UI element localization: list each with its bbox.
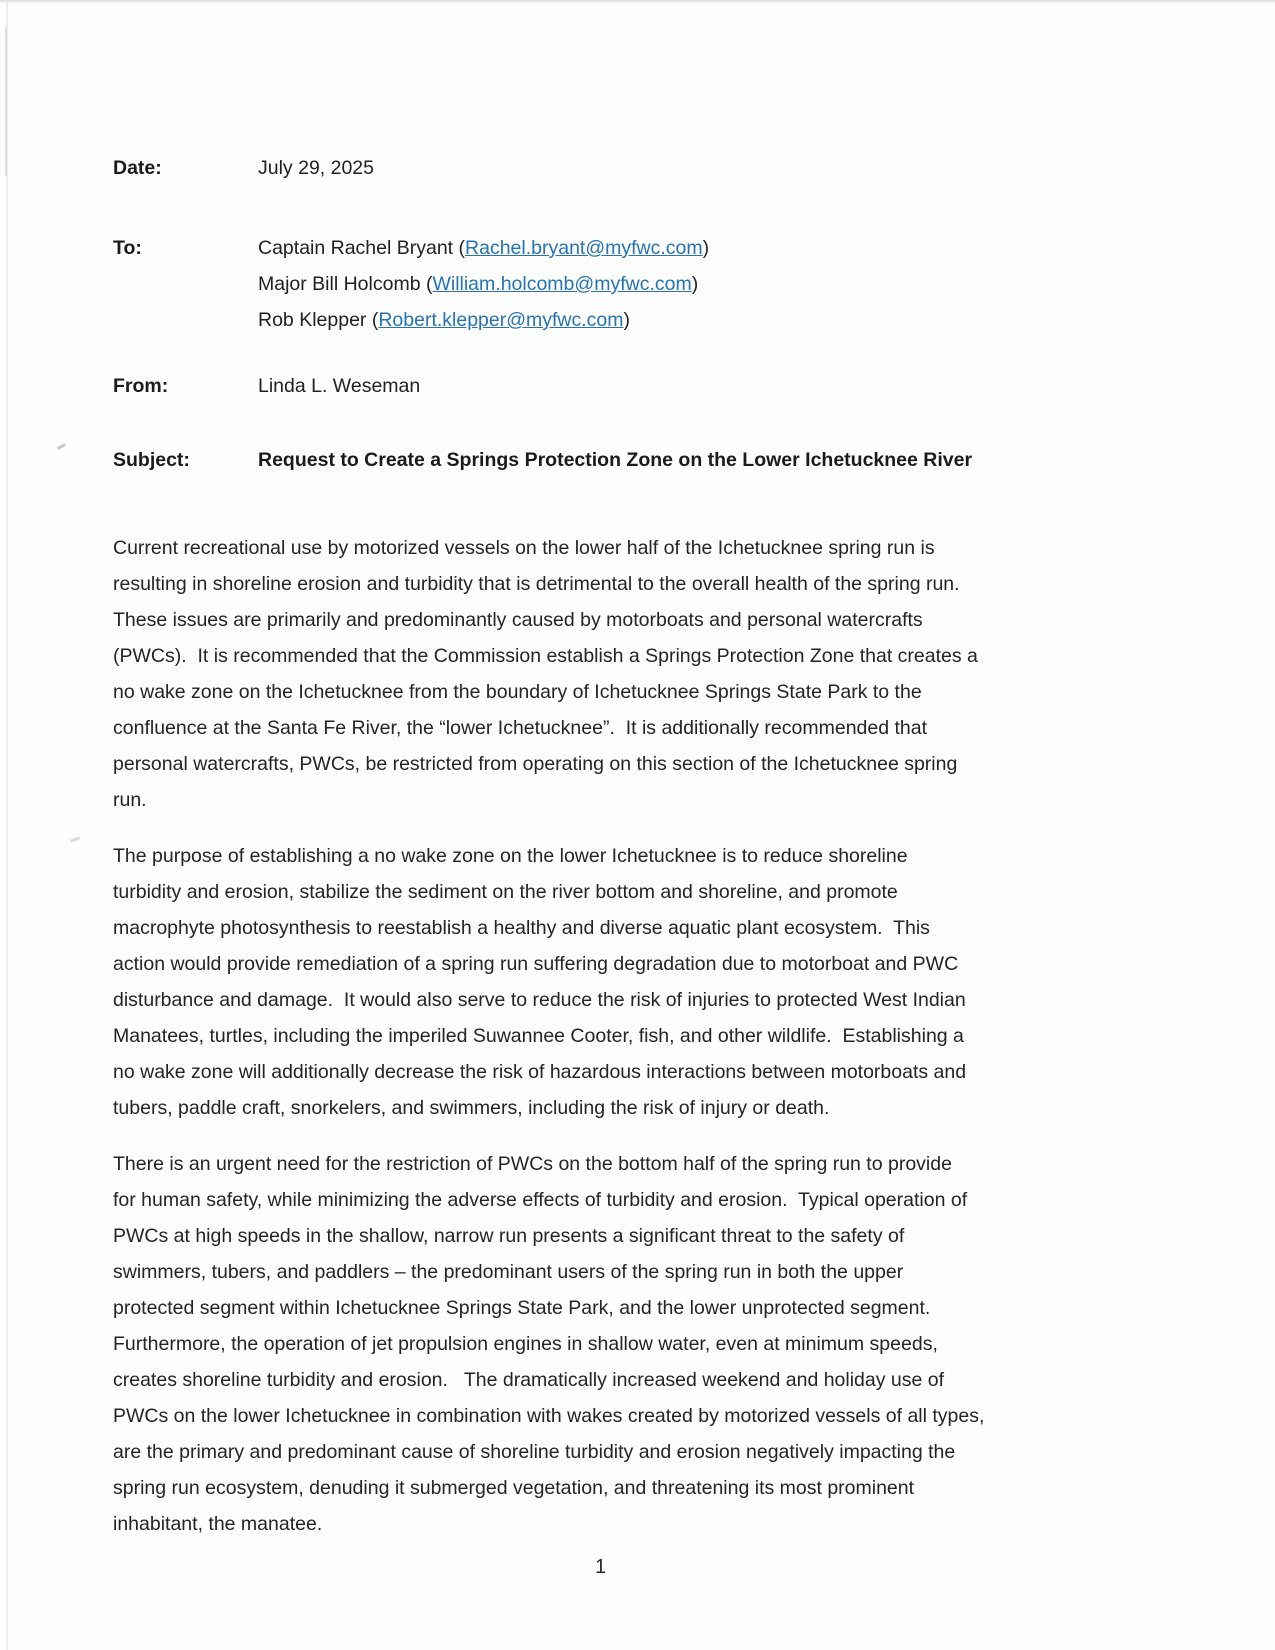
scan-artifact-top-edge [0,0,1275,4]
recipient-line [258,266,1098,302]
text-line: confluence at the Santa Fe River, the “lower Ichetucknee”. It is additionally recommended that [113,717,928,739]
text-line: no wake zone will additionally decrease the risk of hazardous interactions between motorboats and [113,1061,967,1083]
text-line: PWCs at high speeds in the shallow, narrow run presents a significant threat to the safety of [113,1225,905,1247]
from-row [113,368,1098,404]
memo-body [113,530,1098,1542]
text-line: no wake zone on the Ichetucknee from the boundary of Ichetucknee Springs State Park to the [113,681,922,703]
recipient-suffix: ) [623,309,631,331]
text-line: protected segment within Ichetucknee Springs State Park, and the lower unprotected segment. [113,1297,931,1319]
subject-value: Request to Create a Springs Protection Zone on the Lower Ichetucknee River [258,449,973,471]
date-label: Date: [113,157,162,179]
text-line: turbidity and erosion, stabilize the sediment on the river bottom and shoreline, and promote [113,881,898,903]
scan-artifact-left-edge [6,0,8,1650]
recipient-name: Major Bill Holcomb ( [258,273,433,295]
recipient-name: Rob Klepper ( [258,309,379,331]
recipient-line [258,230,1098,266]
text-line: creates shoreline turbidity and erosion. The dramatically increased weekend and holiday use of [113,1369,945,1391]
email-link[interactable]: Robert.klepper@myfwc.com [378,309,624,331]
to-row [113,230,1098,338]
scan-artifact-speck [70,836,80,842]
email-link[interactable]: William.holcomb@myfwc.com [432,273,692,295]
text-line: action would provide remediation of a spring run suffering degradation due to motorboat and PWC [113,953,959,975]
text-line: for human safety, while minimizing the adverse effects of turbidity and erosion. Typical operation of [113,1189,968,1211]
recipient-suffix: ) [691,273,699,295]
email-link[interactable]: Rachel.bryant@myfwc.com [465,237,703,259]
text-line: swimmers, tubers, and paddlers – the predominant users of the spring run in both the upper [113,1261,904,1283]
text-line: Furthermore, the operation of jet propulsion engines in shallow water, even at minimum speeds, [113,1333,938,1355]
paragraph-3 [113,1146,1098,1542]
text-line: Current recreational use by motorized vessels on the lower half of the Ichetucknee spring run is [113,537,935,559]
memo-content [113,150,1098,1542]
text-line: spring run ecosystem, denuding it submerged vegetation, and threatening its most prominent [113,1477,915,1499]
from-label: From: [113,375,169,397]
text-line: resulting in shoreline erosion and turbidity that is detrimental to the overall health of the spring run. [113,573,960,595]
to-label: To: [113,237,142,259]
recipient-list [258,230,1098,338]
paragraph-2 [113,838,1098,1126]
paragraph-1 [113,530,1098,818]
text-line: The purpose of establishing a no wake zone on the lower Ichetucknee is to reduce shoreline [113,845,908,867]
date-row [113,150,1098,186]
recipient-line [258,302,1098,338]
text-line: run. [113,789,147,811]
subject-label: Subject: [113,449,190,471]
page-number: 1 [594,1556,607,1578]
subject-row [113,442,1098,478]
recipient-suffix: ) [702,237,710,259]
text-line: personal watercrafts, PWCs, be restricted from operating on this section of the Ichetucknee spring [113,753,958,775]
text-line: macrophyte photosynthesis to reestablish a healthy and diverse aquatic plant ecosystem. This [113,917,930,939]
text-line: There is an urgent need for the restriction of PWCs on the bottom half of the spring run to provide [113,1153,952,1175]
text-line: These issues are primarily and predominantly caused by motorboats and personal watercrafts [113,609,923,631]
recipient-name: Captain Rachel Bryant ( [258,237,466,259]
text-line: disturbance and damage. It would also serve to reduce the risk of injuries to protected West Indian [113,989,966,1011]
text-line: tubers, paddle craft, snorkelers, and swimmers, including the risk of injury or death. [113,1097,830,1119]
text-line: inhabitant, the manatee. [113,1513,323,1535]
text-line: are the primary and predominant cause of shoreline turbidity and erosion negatively impacting the [113,1441,956,1463]
from-value: Linda L. Weseman [258,375,421,397]
scan-artifact-left-edge-dark [5,26,7,176]
date-value: July 29, 2025 [258,157,375,179]
text-line: (PWCs). It is recommended that the Commission establish a Springs Protection Zone that creates a [113,645,978,667]
text-line: PWCs on the lower Ichetucknee in combination with wakes created by motorized vessels of all types, [113,1405,985,1427]
scan-artifact-speck [57,443,66,450]
text-line: Manatees, turtles, including the imperiled Suwannee Cooter, fish, and other wildlife. Establishing a [113,1025,964,1047]
